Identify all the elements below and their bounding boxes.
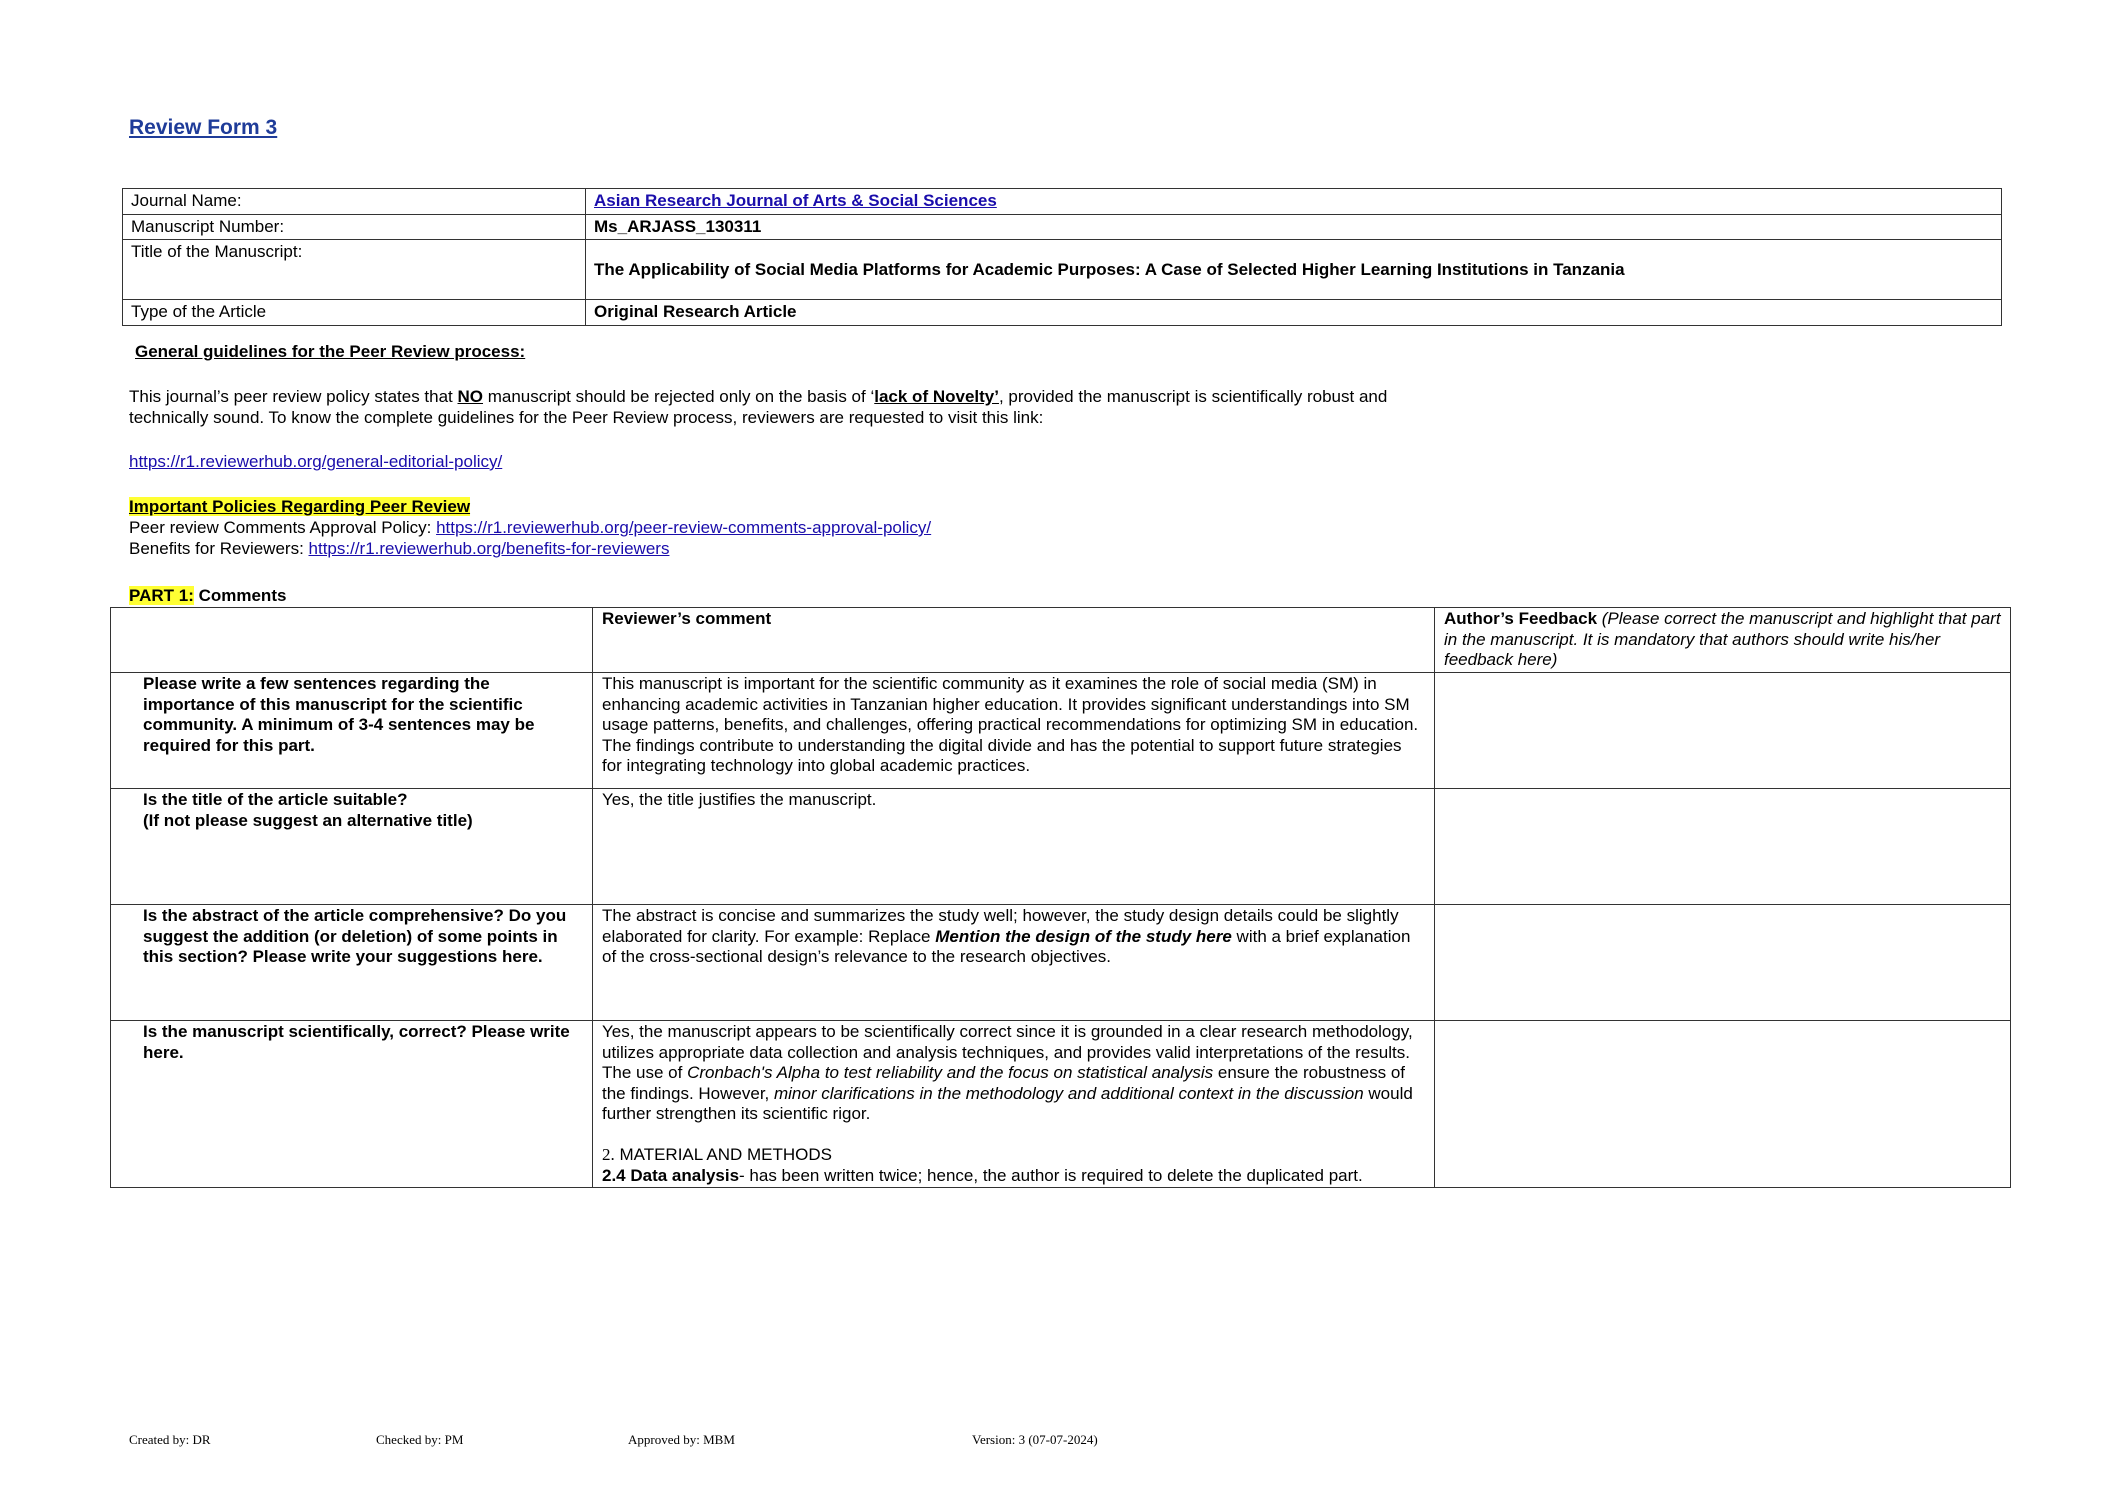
comment-abstract-b: with a brief explanation of the cross-sectional design’s relevance to the research objectives. xyxy=(602,926,1411,967)
table-row xyxy=(111,789,2011,905)
manuscript-number-label: Manuscript Number: xyxy=(123,214,586,240)
subsection-title: 2.4 Data analysis xyxy=(602,1165,740,1185)
header-question-cell xyxy=(111,608,593,673)
table-row xyxy=(111,1021,2011,1188)
author-feedback-cell[interactable] xyxy=(1435,1021,2011,1188)
guidelines-text-b: manuscript should be rejected only on the basis of ‘ xyxy=(483,387,875,406)
comment-scientific-i2: minor clarifications in the methodology and additional context in the discussion xyxy=(773,1083,1364,1103)
guidelines-paragraph xyxy=(129,386,1729,428)
question-scientific: Is the manuscript scientifically, correct? Please write here. xyxy=(111,1021,593,1188)
comments-table xyxy=(110,607,2011,1188)
approval-policy-link[interactable]: https://r1.reviewerhub.org/peer-review-comments-approval-policy/ xyxy=(436,518,932,537)
guidelines-line-2: technically sound. To know the complete guidelines for the Peer Review process, reviewers are requested to visit this link: xyxy=(129,408,1044,427)
manuscript-number-value: Ms_ARJASS_130311 xyxy=(586,214,2002,240)
guidelines-text-a: This journal’s peer review policy states that xyxy=(129,387,458,406)
author-feedback-cell[interactable] xyxy=(1435,673,2011,789)
policies-heading: Important Policies Regarding Peer Review xyxy=(129,497,471,516)
footer-checked: Checked by: PM xyxy=(376,1432,464,1447)
comments-header-row xyxy=(111,608,2011,673)
article-type-value: Original Research Article xyxy=(586,300,2002,326)
question-abstract: Is the abstract of the article comprehensive? Do you suggest the addition (or deletion) of some points in this section? Please write your suggestions here. xyxy=(111,905,593,1021)
author-feedback-cell[interactable] xyxy=(1435,789,2011,905)
manuscript-title-row xyxy=(123,240,2002,300)
footer-approved: Approved by: MBM xyxy=(628,1432,735,1447)
editorial-policy-link[interactable]: https://r1.reviewerhub.org/general-editorial-policy/ xyxy=(129,452,503,471)
journal-value-cell xyxy=(586,189,2002,215)
header-author-feedback xyxy=(1435,608,2011,673)
benefits-label: Benefits for Reviewers: xyxy=(129,539,309,558)
editorial-policy-line xyxy=(129,451,502,472)
article-type-label: Type of the Article xyxy=(123,300,586,326)
policies-section xyxy=(129,496,931,559)
header-reviewer-comment: Reviewer’s comment xyxy=(593,608,1435,673)
author-feedback-note: (Please correct the manuscript and highlight that part in the manuscript. It is mandatory that authors should write his/her feedback here) xyxy=(1444,609,2001,670)
question-title xyxy=(111,789,593,905)
subsection-note: - has been written twice; hence, the author is required to delete the duplicated part. xyxy=(739,1165,1363,1185)
author-feedback-cell[interactable] xyxy=(1435,905,2011,1021)
manuscript-number-row xyxy=(123,214,2002,240)
footer-version: Version: 3 (07-07-2024) xyxy=(972,1432,1098,1447)
part1-heading xyxy=(129,585,286,606)
journal-link[interactable]: Asian Research Journal of Arts & Social Sciences xyxy=(594,191,997,210)
form-title: Review Form 3 xyxy=(129,116,278,139)
table-row xyxy=(111,673,2011,789)
approval-policy-label: Peer review Comments Approval Policy: xyxy=(129,518,437,537)
question-importance: Please write a few sentences regarding the importance of this manuscript for the scientific community. A minimum of 3-4 sentences may be required for this part. xyxy=(111,673,593,789)
comment-abstract xyxy=(593,905,1435,1021)
part1-title: Comments xyxy=(193,586,287,605)
part1-label: PART 1: xyxy=(129,586,194,605)
comment-abstract-em: Mention the design of the study here xyxy=(935,926,1232,946)
footer-created: Created by: DR xyxy=(129,1432,211,1447)
comment-importance: This manuscript is important for the scientific community as it examines the role of social media (SM) in enhancing academic activities in Tanzanian higher education. It provides significant understandings into SM usage patterns, benefits, and challenges, offering practical recommendations for optimizing SM in education. The findings contribute to understanding the digital divide and has the potential to support future strategies for integrating technology into global academic practices. xyxy=(593,673,1435,789)
section-number: 2. xyxy=(602,1144,615,1164)
question-title-line-1: Is the title of the article suitable? xyxy=(143,790,408,809)
comment-scientific-a: Yes, the manuscript appears to be scientifically correct since it is grounded in a clear research methodology, utilizes appropriate data collection and analysis techniques, and provides valid interpretations of the results. The use of xyxy=(602,1022,1413,1083)
section-title: MATERIAL AND METHODS xyxy=(614,1144,832,1164)
manuscript-title-value: The Applicability of Social Media Platforms for Academic Purposes: A Case of Selected Higher Learning Institutions in Tanzania xyxy=(586,240,2002,300)
journal-label: Journal Name: xyxy=(123,189,586,215)
table-row xyxy=(111,905,2011,1021)
comment-scientific-c: would further strengthen its scientific rigor. xyxy=(602,1083,1413,1124)
question-title-line-2: (If not please suggest an alternative title) xyxy=(143,810,473,830)
comment-abstract-a: The abstract is concise and summarizes the study well; however, the study design details could be slightly elaborated for clarity. For example: Replace xyxy=(602,906,1399,946)
guidelines-no: NO xyxy=(457,387,484,406)
guidelines-heading: General guidelines for the Peer Review process: xyxy=(135,342,526,361)
comment-scientific-i1: Cronbach's Alpha to test reliability and the focus on statistical analysis xyxy=(687,1063,1214,1083)
author-feedback-title: Author’s Feedback xyxy=(1444,609,1598,628)
article-type-row xyxy=(123,300,2002,326)
comment-scientific xyxy=(593,1021,1435,1188)
manuscript-info-table xyxy=(122,188,2002,326)
journal-row xyxy=(123,189,2002,215)
comment-scientific-b: ensure the robustness of the findings. However, xyxy=(602,1063,1406,1103)
guidelines-text-c: , provided the manuscript is scientifically robust and xyxy=(998,387,1388,406)
benefits-link[interactable]: https://r1.reviewerhub.org/benefits-for-reviewers xyxy=(308,539,670,558)
guidelines-novelty: lack of Novelty’ xyxy=(874,387,999,406)
manuscript-title-label: Title of the Manuscript: xyxy=(123,240,586,300)
comment-title: Yes, the title justifies the manuscript. xyxy=(593,789,1435,905)
